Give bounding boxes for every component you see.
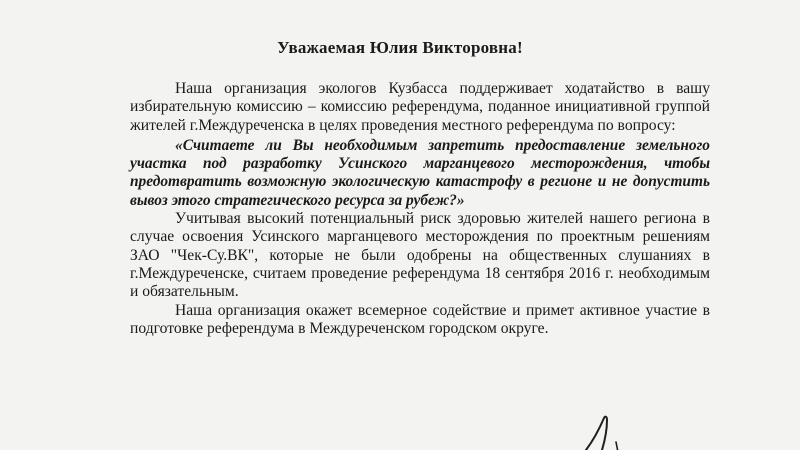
paragraph-risk: Учитывая высокий потенциальный риск здоровью жителей нашего региона в случае освоения Усинского марганцевого месторождения по проектным решениям ЗАО "Чек-Су.ВК", которые не были одобрены на общественных слушаниях в г.Междуреченске, считаем проведение референдума 18 сентября 2016 г. необходимым и обязательным. bbox=[130, 210, 710, 301]
paragraph-support: Наша организация экологов Кузбасса поддерживает ходатайство в вашу избирательную комиссию – комиссию референдума, поданное инициативной группой жителей г.Междуреченска в целях проведения местного референдума по вопросу: bbox=[130, 80, 710, 134]
letter-greeting: Уважаемая Юлия Викторовна! bbox=[277, 38, 523, 57]
letter-body bbox=[130, 80, 710, 338]
cropped-text-fragment bbox=[360, 0, 520, 4]
handwritten-signature-icon bbox=[580, 412, 630, 450]
paragraph-assistance: Наша организация окажет всемерное содействие и примет активное участие в подготовке референдума в Междуреченском городском округе. bbox=[130, 301, 710, 337]
referendum-question: «Считаете ли Вы необходимым запретить предоставление земельного участка под разработку Усинского марганцевого месторождения, чтобы предотвратить возможную экологическую катастрофу в регионе и не допустить вывоз этого стратегического ресурса за рубеж?» bbox=[130, 136, 710, 209]
